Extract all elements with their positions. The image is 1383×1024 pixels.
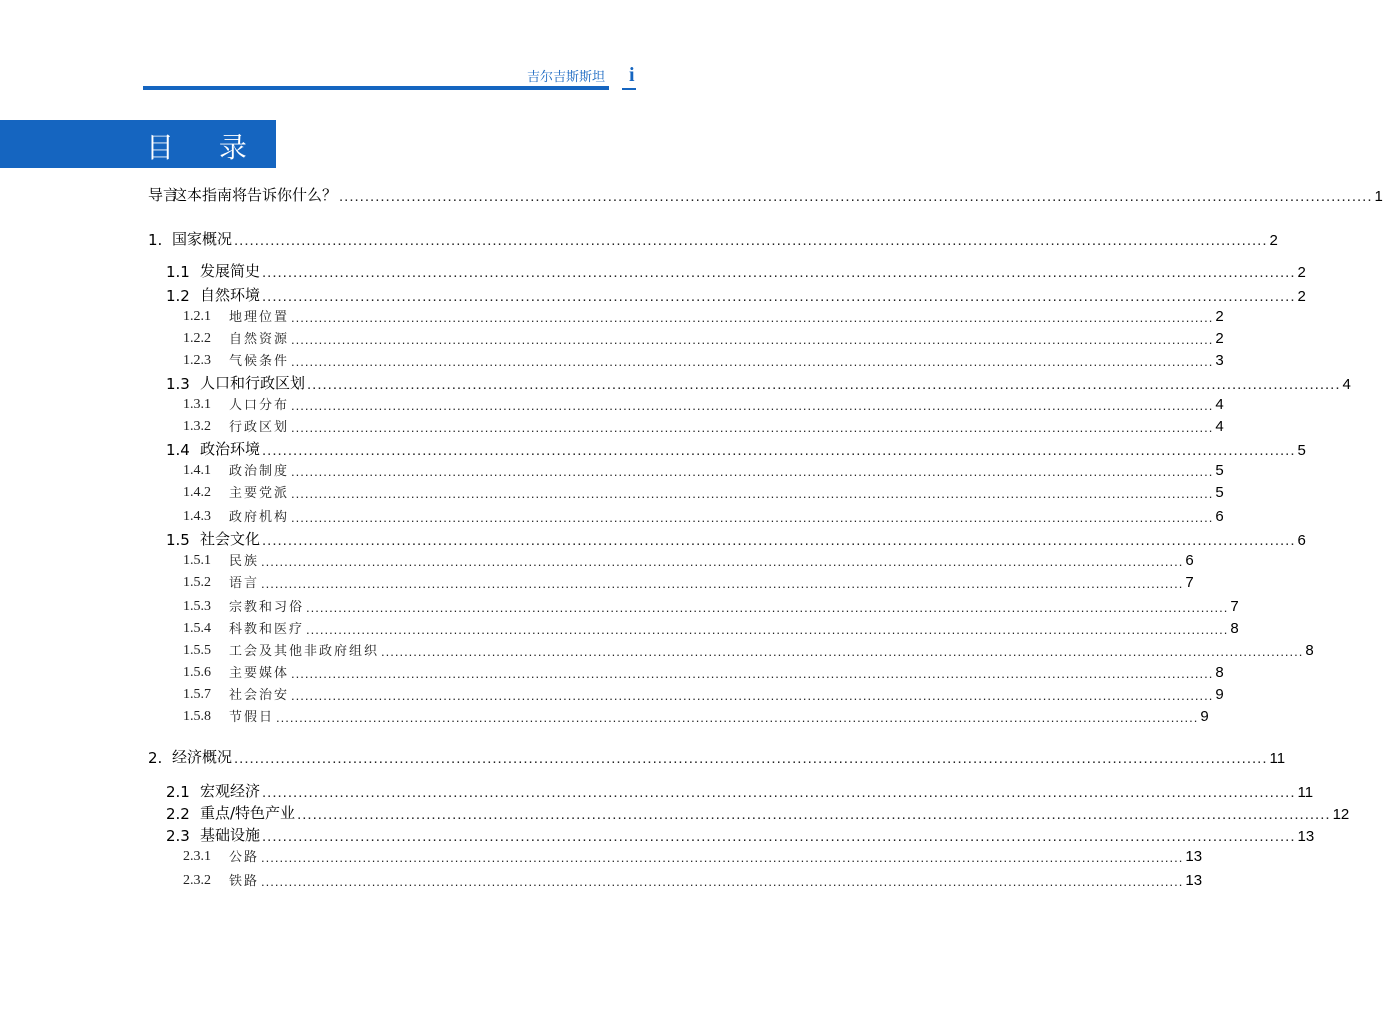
toc-entry-title: 气候条件 bbox=[229, 354, 290, 369]
toc-entry-page: 13 bbox=[1185, 848, 1203, 865]
dot-leader: ........................................................................................................................................................................................................ bbox=[339, 188, 1373, 205]
toc-entry-title: 自然资源 bbox=[229, 332, 290, 347]
toc-entry-number: 1.5.2 bbox=[183, 575, 211, 590]
toc-entry[interactable] bbox=[183, 350, 1224, 369]
toc-entry[interactable] bbox=[166, 284, 1306, 305]
dot-leader: ........................................................................................................................................................................................................ bbox=[261, 576, 1184, 591]
toc-entry-page: 2 bbox=[1297, 288, 1306, 305]
toc-entry-page: 11 bbox=[1269, 750, 1286, 767]
toc-entry-title: 自然环境 bbox=[200, 286, 261, 304]
dot-leader: ........................................................................................................................................................................................................ bbox=[291, 486, 1214, 501]
toc-entry-title: 行政区划 bbox=[229, 420, 290, 435]
toc-entry-number: 1.5.3 bbox=[183, 599, 211, 614]
toc-entry-number: 2.3 bbox=[166, 827, 190, 845]
toc-entry-number: 2.1 bbox=[166, 783, 190, 801]
dot-leader: ........................................................................................................................................................................................................ bbox=[276, 710, 1199, 725]
toc-entry-page: 8 bbox=[1230, 620, 1239, 637]
toc-entry[interactable] bbox=[183, 482, 1224, 501]
dot-leader: ........................................................................................................................................................................................................ bbox=[306, 600, 1229, 615]
dot-leader: ........................................................................................................................................................................................................ bbox=[262, 442, 1296, 459]
dot-leader: ........................................................................................................................................................................................................ bbox=[262, 264, 1296, 281]
page-number-roman: i bbox=[629, 64, 635, 86]
toc-entry-number: 1. bbox=[148, 231, 163, 249]
toc-entry-page: 8 bbox=[1305, 642, 1314, 659]
header-rule bbox=[143, 86, 609, 90]
dot-leader: ........................................................................................................................................................................................................ bbox=[234, 750, 1268, 767]
toc-entry-page: 2 bbox=[1297, 264, 1306, 281]
toc-entry-number: 1.5.1 bbox=[183, 553, 211, 568]
toc-entry-number: 2.3.2 bbox=[183, 873, 211, 888]
toc-entry-page: 6 bbox=[1185, 552, 1194, 569]
toc-entry-number: 1.2.2 bbox=[183, 331, 211, 346]
dot-leader: ........................................................................................................................................................................................................ bbox=[262, 288, 1296, 305]
toc-entry-page: 12 bbox=[1332, 806, 1350, 823]
toc-entry-title: 重点/特色产业 bbox=[200, 804, 296, 822]
toc-entry-title: 主要媒体 bbox=[229, 666, 290, 681]
dot-leader: ........................................................................................................................................................................................................ bbox=[291, 688, 1214, 703]
toc-entry-page: 11 bbox=[1297, 784, 1314, 801]
toc-title: 目 录 bbox=[146, 131, 265, 164]
toc-entry[interactable] bbox=[183, 618, 1239, 637]
toc-entry-page: 2 bbox=[1269, 232, 1278, 249]
toc-entry-number: 1.4.2 bbox=[183, 485, 211, 500]
toc-entry-page: 7 bbox=[1185, 574, 1194, 591]
toc-entry-title: 发展简史 bbox=[200, 262, 261, 280]
toc-entry-title: 科教和医疗 bbox=[229, 622, 305, 637]
toc-entry-number: 1.4.1 bbox=[183, 463, 211, 478]
toc-entry-title: 国家概况 bbox=[172, 230, 233, 248]
header-country-name: 吉尔吉斯斯坦 bbox=[526, 70, 605, 85]
toc-entry-title: 铁路 bbox=[229, 874, 260, 889]
toc-entry-title: 人口和行政区划 bbox=[200, 374, 306, 392]
toc-entry-title: 社会治安 bbox=[229, 688, 290, 703]
toc-entry-title: 地理位置 bbox=[229, 310, 290, 325]
toc-entry-title: 民族 bbox=[229, 554, 260, 569]
toc-entry-page: 13 bbox=[1297, 828, 1315, 845]
toc-entry[interactable] bbox=[183, 506, 1224, 525]
toc-banner bbox=[0, 120, 276, 168]
toc-entry-page: 8 bbox=[1215, 664, 1224, 681]
toc-entry-number: 1.4 bbox=[166, 441, 190, 459]
dot-leader: ........................................................................................................................................................................................................ bbox=[291, 510, 1214, 525]
dot-leader: ........................................................................................................................................................................................................ bbox=[307, 376, 1341, 393]
toc-entry[interactable] bbox=[148, 228, 1278, 249]
toc-entry-page: 6 bbox=[1215, 508, 1224, 525]
toc-entry-number: 1.5.8 bbox=[183, 709, 211, 724]
toc-entry[interactable] bbox=[166, 438, 1306, 459]
toc-entry[interactable] bbox=[148, 746, 1286, 767]
toc-entry[interactable] bbox=[166, 802, 1350, 823]
toc-entry-page: 3 bbox=[1215, 352, 1224, 369]
dot-leader: ........................................................................................................................................................................................................ bbox=[262, 828, 1296, 845]
toc-entry[interactable] bbox=[183, 416, 1224, 435]
toc-entry[interactable] bbox=[183, 328, 1224, 347]
toc-entry[interactable] bbox=[183, 640, 1314, 659]
toc-entry[interactable] bbox=[166, 372, 1351, 393]
dot-leader: ........................................................................................................................................................................................................ bbox=[234, 232, 1268, 249]
dot-leader: ........................................................................................................................................................................................................ bbox=[261, 850, 1184, 865]
toc-entry[interactable] bbox=[166, 780, 1314, 801]
toc-entry[interactable] bbox=[183, 846, 1203, 865]
toc-entry[interactable] bbox=[183, 306, 1224, 325]
dot-leader: ........................................................................................................................................................................................................ bbox=[261, 554, 1184, 569]
toc-entry-number: 1.1 bbox=[166, 263, 190, 281]
toc-entry[interactable] bbox=[183, 684, 1224, 703]
dot-leader: ........................................................................................................................................................................................................ bbox=[262, 784, 1296, 801]
toc-entry-number: 1.5.6 bbox=[183, 665, 211, 680]
toc-entry-title: 政治环境 bbox=[200, 440, 261, 458]
toc-entry[interactable] bbox=[183, 572, 1194, 591]
dot-leader: ........................................................................................................................................................................................................ bbox=[291, 332, 1214, 347]
toc-entry-page: 5 bbox=[1215, 484, 1224, 501]
toc-entry-number: 1.2 bbox=[166, 287, 190, 305]
toc-entry[interactable] bbox=[166, 528, 1306, 549]
toc-entry-title: 宏观经济 bbox=[200, 782, 261, 800]
toc-entry-number: 1.2.3 bbox=[183, 353, 211, 368]
toc-entry-title: 宗教和习俗 bbox=[229, 600, 305, 615]
toc-entry[interactable] bbox=[183, 394, 1224, 413]
toc-entry[interactable] bbox=[183, 550, 1194, 569]
dot-leader: ........................................................................................................................................................................................................ bbox=[381, 644, 1304, 659]
toc-entry-page: 4 bbox=[1215, 418, 1224, 435]
toc-entry-page: 6 bbox=[1297, 532, 1306, 549]
toc-entry-title: 社会文化 bbox=[200, 530, 261, 548]
toc-entry-number: 1.4.3 bbox=[183, 509, 211, 524]
dot-leader: ........................................................................................................................................................................................................ bbox=[297, 806, 1331, 823]
toc-entry-number: 1.5.7 bbox=[183, 687, 211, 702]
header-rule-short bbox=[622, 88, 636, 90]
toc-entry-number: 2. bbox=[148, 749, 163, 767]
toc-entry-number: 1.5.4 bbox=[183, 621, 211, 636]
dot-leader: ........................................................................................................................................................................................................ bbox=[291, 464, 1214, 479]
toc-entry-page: 9 bbox=[1215, 686, 1224, 703]
toc-entry[interactable] bbox=[183, 596, 1239, 615]
toc-entry-number: 2.2 bbox=[166, 805, 190, 823]
toc-entry-title: 节假日 bbox=[229, 710, 275, 725]
toc-entry-page: 1 bbox=[1374, 188, 1383, 205]
toc-entry-title: 这本指南将告诉你什么？ bbox=[172, 186, 338, 204]
toc-entry-page: 7 bbox=[1230, 598, 1239, 615]
toc-entry[interactable] bbox=[183, 662, 1224, 681]
dot-leader: ........................................................................................................................................................................................................ bbox=[306, 622, 1229, 637]
toc-entry[interactable] bbox=[166, 824, 1315, 845]
dot-leader: ........................................................................................................................................................................................................ bbox=[291, 420, 1214, 435]
dot-leader: ........................................................................................................................................................................................................ bbox=[291, 354, 1214, 369]
toc-entry[interactable] bbox=[183, 460, 1224, 479]
dot-leader: ........................................................................................................................................................................................................ bbox=[261, 874, 1184, 889]
dot-leader: ........................................................................................................................................................................................................ bbox=[291, 310, 1214, 325]
toc-entry-page: 9 bbox=[1200, 708, 1209, 725]
toc-entry-page: 2 bbox=[1215, 308, 1224, 325]
toc-entry[interactable] bbox=[183, 870, 1203, 889]
toc-entry-title: 公路 bbox=[229, 850, 260, 865]
toc-entry-number: 2.3.1 bbox=[183, 849, 211, 864]
toc-entry-page: 2 bbox=[1215, 330, 1224, 347]
toc-entry-title: 语言 bbox=[229, 576, 260, 591]
toc-entry-page: 5 bbox=[1215, 462, 1224, 479]
toc-entry-number: 1.5 bbox=[166, 531, 190, 549]
toc-entry-title: 经济概况 bbox=[172, 748, 233, 766]
dot-leader: ........................................................................................................................................................................................................ bbox=[262, 532, 1296, 549]
toc-entry-number: 1.5.5 bbox=[183, 643, 211, 658]
toc-entry-title: 政府机构 bbox=[229, 510, 290, 525]
toc-entry-title: 基础设施 bbox=[200, 826, 261, 844]
toc-entry-number: 1.3.2 bbox=[183, 419, 211, 434]
toc-entry-number: 导言 bbox=[148, 186, 179, 204]
toc-entry-number: 1.3 bbox=[166, 375, 190, 393]
toc-entry-number: 1.3.1 bbox=[183, 397, 211, 412]
toc-entry-title: 工会及其他非政府组织 bbox=[229, 644, 380, 659]
toc-entry[interactable] bbox=[183, 706, 1209, 725]
toc-entry-title: 政治制度 bbox=[229, 464, 290, 479]
toc-entry[interactable] bbox=[148, 184, 1383, 205]
dot-leader: ........................................................................................................................................................................................................ bbox=[291, 398, 1214, 413]
dot-leader: ........................................................................................................................................................................................................ bbox=[291, 666, 1214, 681]
toc-entry-page: 4 bbox=[1342, 376, 1351, 393]
toc-entry-page: 13 bbox=[1185, 872, 1203, 889]
toc-entry-title: 主要党派 bbox=[229, 486, 290, 501]
toc-entry-page: 5 bbox=[1297, 442, 1306, 459]
toc-entry-page: 4 bbox=[1215, 396, 1224, 413]
toc-entry-title: 人口分布 bbox=[229, 398, 290, 413]
toc-entry-number: 1.2.1 bbox=[183, 309, 211, 324]
toc-entry[interactable] bbox=[166, 260, 1306, 281]
